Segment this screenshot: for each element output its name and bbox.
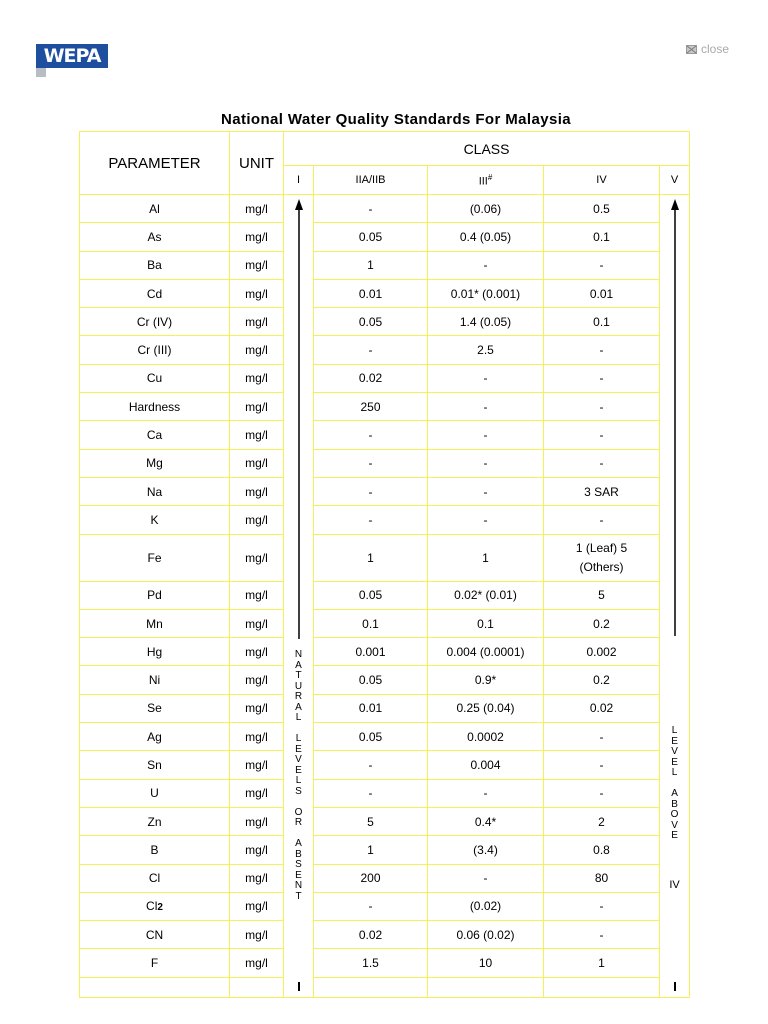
header-class-0: I (284, 166, 314, 195)
parameter-cell: Mg (80, 449, 230, 477)
class-iia-cell: 0.05 (314, 223, 428, 251)
class-iv-cell: 0.5 (544, 195, 660, 223)
class-iii-cell: - (428, 251, 544, 279)
unit-cell: mg/l (230, 807, 284, 835)
table-row (80, 279, 690, 307)
parameter-cell: Cd (80, 279, 230, 307)
parameter-cell: Zn (80, 807, 230, 835)
class-iia-cell: 0.02 (314, 921, 428, 949)
unit-cell: mg/l (230, 836, 284, 864)
header-class: CLASS (284, 132, 690, 166)
class-iii-cell: - (428, 393, 544, 421)
unit-cell: mg/l (230, 864, 284, 892)
table-row (80, 534, 690, 581)
wepa-logo[interactable] (36, 44, 108, 77)
class-iia-cell: 0.01 (314, 279, 428, 307)
parameter-cell: Na (80, 477, 230, 505)
class-iia-cell: 200 (314, 864, 428, 892)
class-iii-cell: 0.9* (428, 666, 544, 694)
water-quality-table (79, 131, 690, 998)
unit-cell: mg/l (230, 949, 284, 977)
class-v-level-above (660, 195, 690, 998)
class-iv-cell: - (544, 723, 660, 751)
unit-cell: mg/l (230, 506, 284, 534)
unit-cell: mg/l (230, 449, 284, 477)
class-iv-cell: - (544, 779, 660, 807)
class-iia-cell: - (314, 506, 428, 534)
table-row (80, 195, 690, 223)
class-iv-cell: 0.2 (544, 666, 660, 694)
parameter-cell: Ni (80, 666, 230, 694)
class-iii-cell: - (428, 864, 544, 892)
empty-cell (314, 977, 428, 997)
unit-cell: mg/l (230, 308, 284, 336)
unit-cell: mg/l (230, 364, 284, 392)
class-iia-cell: 0.01 (314, 694, 428, 722)
close-icon (686, 45, 697, 54)
unit-cell: mg/l (230, 609, 284, 637)
empty-cell (230, 977, 284, 997)
class-iia-cell: - (314, 421, 428, 449)
class-iii-cell: 2.5 (428, 336, 544, 364)
class-iia-cell: 0.05 (314, 308, 428, 336)
page-title: National Water Quality Standards For Malaysia (220, 111, 572, 128)
parameter-cell: CN (80, 921, 230, 949)
table-row (80, 223, 690, 251)
table-row (80, 506, 690, 534)
unit-cell: mg/l (230, 723, 284, 751)
parameter-cell: Cl (80, 864, 230, 892)
class-iv-cell: 0.02 (544, 694, 660, 722)
unit-cell: mg/l (230, 751, 284, 779)
table-row (80, 892, 690, 920)
table-row (80, 977, 690, 997)
parameter-cell: Ba (80, 251, 230, 279)
parameter-cell: Hardness (80, 393, 230, 421)
table-row (80, 477, 690, 505)
unit-cell: mg/l (230, 638, 284, 666)
class-iii-cell: - (428, 477, 544, 505)
header-class-2: III# (428, 166, 544, 195)
up-arrow-icon (294, 199, 304, 639)
class-iii-cell: 0.0002 (428, 723, 544, 751)
class-iv-cell: 3 SAR (544, 477, 660, 505)
table-row (80, 609, 690, 637)
class-iii-cell: 0.004 (428, 751, 544, 779)
parameter-cell: Sn (80, 751, 230, 779)
table-row (80, 251, 690, 279)
class-iia-cell: 1 (314, 251, 428, 279)
empty-cell (544, 977, 660, 997)
unit-cell: mg/l (230, 393, 284, 421)
class-iia-cell: 250 (314, 393, 428, 421)
class-iv-cell: 5 (544, 581, 660, 609)
unit-cell: mg/l (230, 279, 284, 307)
class-iv-cell: - (544, 506, 660, 534)
class-iia-cell: 0.05 (314, 723, 428, 751)
unit-cell: mg/l (230, 477, 284, 505)
logo-accent (36, 68, 46, 77)
arrow-continuation (298, 982, 300, 991)
class-iii-cell: 0.004 (0.0001) (428, 638, 544, 666)
class-iii-cell: - (428, 506, 544, 534)
class-iv-cell: 0.01 (544, 279, 660, 307)
class-i-natural-levels (284, 195, 314, 998)
class-iia-cell: - (314, 195, 428, 223)
level-above-class-ref: IV (669, 879, 680, 891)
table-row (80, 449, 690, 477)
table-row (80, 393, 690, 421)
parameter-cell: Cr (IV) (80, 308, 230, 336)
table-row (80, 779, 690, 807)
unit-cell: mg/l (230, 534, 284, 581)
class-iii-cell: (3.4) (428, 836, 544, 864)
parameter-cell: Hg (80, 638, 230, 666)
parameter-cell: Mn (80, 609, 230, 637)
table-row (80, 581, 690, 609)
class-iv-cell: - (544, 449, 660, 477)
class-iii-cell: 10 (428, 949, 544, 977)
class-iii-cell: 0.4 (0.05) (428, 223, 544, 251)
table-row (80, 864, 690, 892)
unit-cell: mg/l (230, 336, 284, 364)
class-iia-cell: - (314, 477, 428, 505)
header-class-1: IIA/IIB (314, 166, 428, 195)
parameter-cell: Cu (80, 364, 230, 392)
natural-levels-text: N A T U R A L L E V E L S O R A B S E N T (294, 649, 303, 902)
class-iia-cell: 1.5 (314, 949, 428, 977)
unit-cell: mg/l (230, 779, 284, 807)
class-iia-cell: - (314, 449, 428, 477)
class-iv-cell: 0.2 (544, 609, 660, 637)
class-iia-cell: 0.02 (314, 364, 428, 392)
table-row (80, 921, 690, 949)
class-iii-cell: (0.02) (428, 892, 544, 920)
class-iii-cell: - (428, 449, 544, 477)
unit-cell: mg/l (230, 223, 284, 251)
class-iia-cell: 0.001 (314, 638, 428, 666)
class-iia-cell: - (314, 336, 428, 364)
class-iii-cell: - (428, 421, 544, 449)
parameter-cell: Cl2 (80, 892, 230, 920)
class-iv-cell: 1 (Leaf) 5 (Others) (544, 534, 660, 581)
table-row (80, 638, 690, 666)
table-row (80, 666, 690, 694)
class-iii-cell: 0.02* (0.01) (428, 581, 544, 609)
class-iia-cell: - (314, 892, 428, 920)
arrow-continuation (674, 982, 676, 991)
unit-cell: mg/l (230, 694, 284, 722)
parameter-cell: F (80, 949, 230, 977)
class-iv-cell: 0.1 (544, 308, 660, 336)
parameter-cell: Ag (80, 723, 230, 751)
unit-cell: mg/l (230, 921, 284, 949)
header-parameter: PARAMETER (80, 132, 230, 195)
class-iii-cell: 0.1 (428, 609, 544, 637)
header-class-4: V (660, 166, 690, 195)
header-class-3: IV (544, 166, 660, 195)
header-unit: UNIT (230, 132, 284, 195)
table-row (80, 949, 690, 977)
parameter-cell: Al (80, 195, 230, 223)
class-iv-cell: - (544, 921, 660, 949)
unit-cell: mg/l (230, 892, 284, 920)
unit-cell: mg/l (230, 581, 284, 609)
table-row (80, 694, 690, 722)
logo-text: WEPA (36, 44, 108, 68)
close-label: close (701, 42, 730, 56)
class-iv-cell: - (544, 336, 660, 364)
unit-cell: mg/l (230, 251, 284, 279)
empty-cell (80, 977, 230, 997)
parameter-cell: K (80, 506, 230, 534)
class-iii-cell: (0.06) (428, 195, 544, 223)
class-iia-cell: 5 (314, 807, 428, 835)
class-iii-cell: 1 (428, 534, 544, 581)
class-iv-cell: - (544, 251, 660, 279)
class-iia-cell: - (314, 779, 428, 807)
class-iv-cell: 0.1 (544, 223, 660, 251)
class-iv-cell: 1 (544, 949, 660, 977)
class-iii-cell: 1.4 (0.05) (428, 308, 544, 336)
class-iii-cell: 0.01* (0.001) (428, 279, 544, 307)
parameter-cell: Se (80, 694, 230, 722)
empty-cell (428, 977, 544, 997)
parameter-cell: Fe (80, 534, 230, 581)
class-iia-cell: 0.05 (314, 581, 428, 609)
class-iia-cell: 1 (314, 534, 428, 581)
class-iv-cell: - (544, 421, 660, 449)
table-row (80, 308, 690, 336)
table-row (80, 723, 690, 751)
class-iv-cell: - (544, 751, 660, 779)
table-row (80, 364, 690, 392)
parameter-cell: As (80, 223, 230, 251)
class-iii-cell: 0.4* (428, 807, 544, 835)
level-above-text: L E V E L A B O V E (670, 725, 679, 841)
up-arrow-icon (670, 199, 680, 636)
unit-cell: mg/l (230, 666, 284, 694)
class-iv-cell: - (544, 393, 660, 421)
class-iia-cell: 1 (314, 836, 428, 864)
table-row (80, 336, 690, 364)
class-iv-cell: 0.8 (544, 836, 660, 864)
class-iv-cell: - (544, 364, 660, 392)
class-iia-cell: 0.05 (314, 666, 428, 694)
parameter-cell: Ca (80, 421, 230, 449)
class-iv-cell: 80 (544, 864, 660, 892)
class-iii-cell: 0.06 (0.02) (428, 921, 544, 949)
class-iv-cell: 0.002 (544, 638, 660, 666)
parameter-cell: Cr (III) (80, 336, 230, 364)
unit-cell: mg/l (230, 421, 284, 449)
class-iv-cell: - (544, 892, 660, 920)
close-button[interactable] (686, 42, 729, 56)
unit-cell: mg/l (230, 195, 284, 223)
class-iii-cell: - (428, 364, 544, 392)
table-row (80, 751, 690, 779)
class-iia-cell: 0.1 (314, 609, 428, 637)
class-iii-cell: - (428, 779, 544, 807)
table-row (80, 807, 690, 835)
parameter-cell: B (80, 836, 230, 864)
table-row (80, 836, 690, 864)
table-row (80, 421, 690, 449)
class-iii-cell: 0.25 (0.04) (428, 694, 544, 722)
parameter-cell: Pd (80, 581, 230, 609)
class-iia-cell: - (314, 751, 428, 779)
parameter-cell: U (80, 779, 230, 807)
class-iv-cell: 2 (544, 807, 660, 835)
